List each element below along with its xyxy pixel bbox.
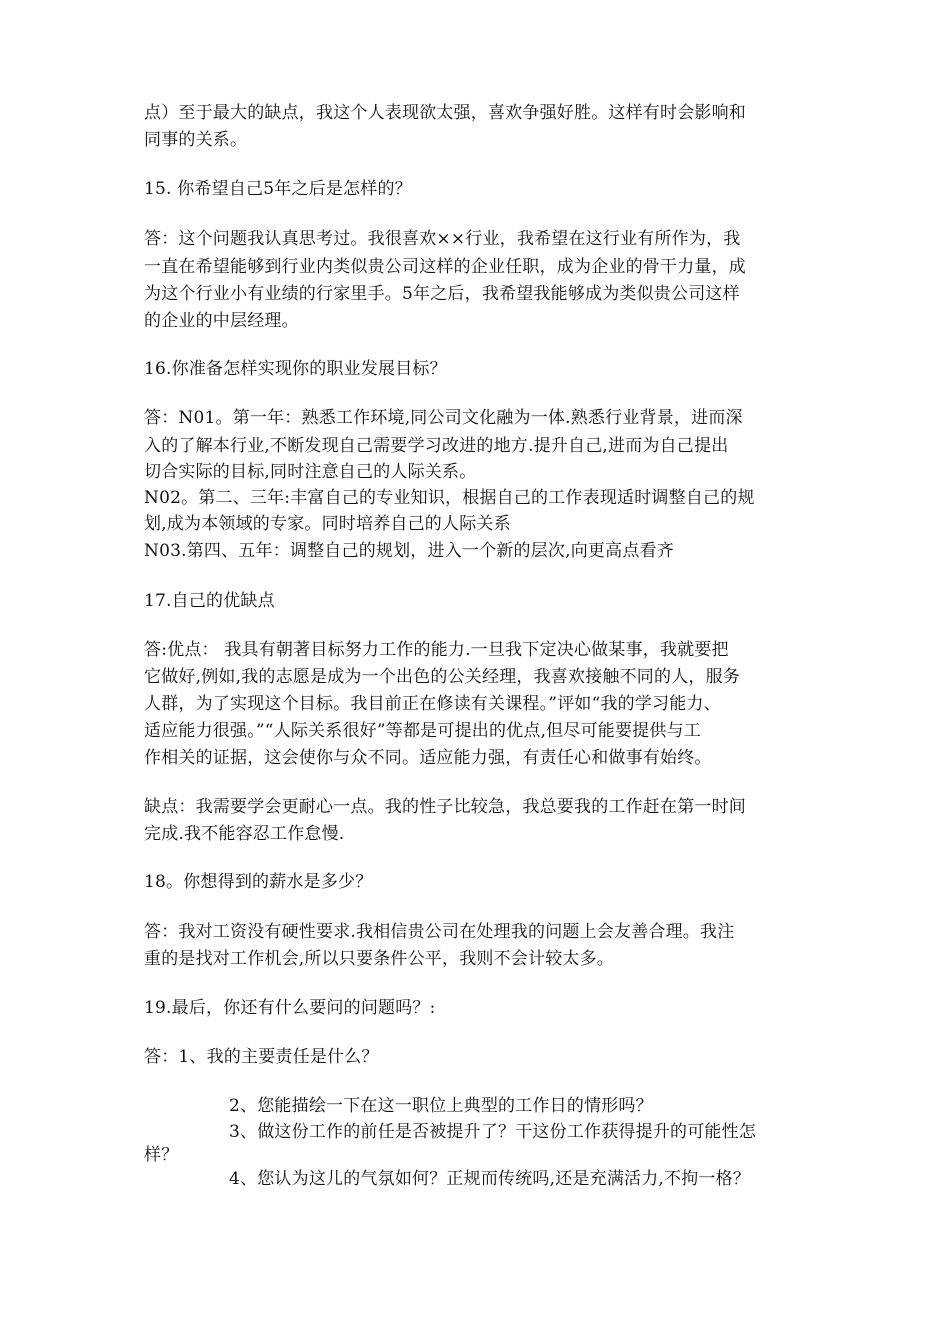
text-line: 作相关的证据，这会使你与众不同。适应能力强，有责任心和做事有始终。 [144,748,712,768]
text-line: N02。第二、三年:丰富自己的专业知识，根据自己的工作表现适时调整自己的规 [144,488,755,508]
question-heading: 15. 你希望自己5年之后是怎样的？ [144,179,412,199]
text-line: 一直在希望能够到行业内类似贵公司这样的企业任职，成为企业的骨干力量，成 [144,257,746,277]
text-line: 答：1、我的主要责任是什么？ [144,1047,379,1067]
text-line: 的企业的中层经理。 [144,311,299,331]
text-line: 答：我对工资没有硬性要求.我相信贵公司在处理我的问题上会友善合理。我注 [144,922,735,942]
text-line: 答:优点： 我具有朝著目标努力工作的能力.一旦我下定决心做某事，我就要把 [144,640,729,660]
question-heading: 18。你想得到的薪水是多少？ [144,872,373,892]
text-line: 答：N01。第一年：熟悉工作环境,同公司文化融为一体.熟悉行业背景，进而深 [144,408,743,428]
text-line: 点）至于最大的缺点，我这个人表现欲太强，喜欢争强好胜。这样有时会影响和 [144,103,746,123]
text-line: 入的了解本行业,不断发现自己需要学习改进的地方.提升自己,进而为自己提出 [144,436,729,456]
text-line: 缺点：我需要学会更耐心一点。我的性子比较急，我总要我的工作赶在第一时间 [144,797,746,817]
question-heading: 19.最后，你还有什么要问的问题吗？: [144,998,436,1018]
text-line: 答：这个问题我认真思考过。我很喜欢××行业，我希望在这行业有所作为，我 [144,229,741,249]
text-line: N03.第四、五年：调整自己的规划，进入一个新的层次,向更高点看齐 [144,541,674,561]
text-line: 切合实际的目标,同时注意自己的人际关系。 [144,462,477,482]
text-line: 同事的关系。 [144,130,248,150]
list-item: 4、您认为这儿的气氛如何？正规而传统吗,还是充满活力,不拘一格？ [229,1169,751,1189]
text-line: 适应能力很强。”“人际关系很好”等都是可提出的优点,但尽可能要提供与工 [144,721,701,741]
question-heading: 17.自己的优缺点 [144,591,275,611]
text-line: 样？ [144,1145,179,1165]
list-item: 3、做这份工作的前任是否被提升了？干这份工作获得提升的可能性怎 [229,1122,757,1142]
question-heading: 16.你准备怎样实现你的职业发展目标？ [144,359,447,379]
text-line: 它做好,例如,我的志愿是成为一个出色的公关经理，我喜欢接触不同的人，服务 [144,667,741,687]
text-line: 人群，为了实现这个目标。我目前正在修读有关课程。”评如“我的学习能力、 [144,694,721,714]
text-line: 重的是找对工作机会,所以只要条件公平，我则不会计较太多。 [144,949,615,969]
text-line: 完成.我不能容忍工作怠慢. [144,824,345,844]
text-line: 为这个行业小有业绩的行家里手。5年之后，我希望我能够成为类似贵公司这样 [144,284,740,304]
list-item: 2、您能描绘一下在这一职位上典型的工作日的情形吗？ [229,1096,653,1116]
text-line: 划,成为本领域的专家。同时培养自己的人际关系 [144,514,511,534]
